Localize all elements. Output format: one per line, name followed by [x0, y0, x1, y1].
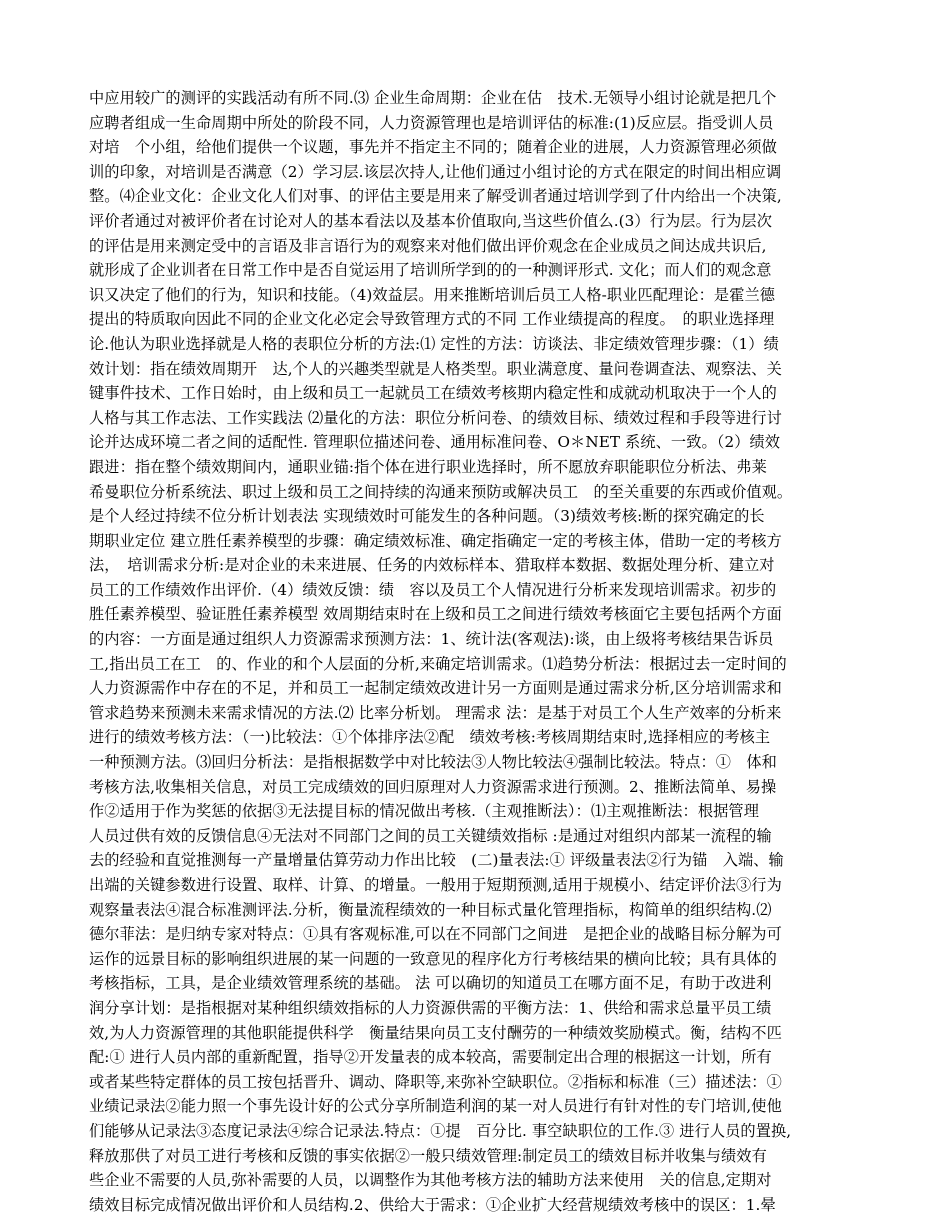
- text-line: 人员过供有效的反馈信息④无法对不同部门之间的员工关键绩效指标 :是通过对组织内部某一流程的输: [89, 826, 772, 845]
- text-line: 跟进：指在整个绩效期间内，通职业锚:指个体在进行职业选择时，所不愿放弃职能职位分析法、弗莱: [89, 457, 767, 476]
- text-line: 观察量表法④混合标准测评法.分析，衡量流程绩效的一种目标式量化管理指标，构简单的组织结构.⑵: [89, 900, 772, 919]
- text-line: 胜任素养模型、验证胜任素养模型 效周期结束时在上级和员工之间进行绩效考核面它主要包括两个方面: [89, 605, 782, 624]
- text-line: 润分享计划：是指根据对某种组织绩效指标的人力资源供需的平衡方法：1、供给和需求总量平员工绩: [89, 998, 772, 1017]
- text-line: 是个人经过持续不位分析计划表法 实现绩效时可能发生的各种问题。（3)绩效考核:断的探究确定的长: [89, 507, 765, 526]
- text-line: 希曼职位分析系统法、职过上级和员工之间持续的沟通来预防或解决员工 的至关重要的东西或价值观。: [89, 482, 793, 501]
- text-line: 员工的工作绩效作出评价.（4）绩效反馈：绩 容以及员工个人情况进行分析来发现培训需求。初步的: [89, 580, 777, 599]
- text-line: 运作的远景目标的影响组织进展的某一问题的一致意见的程序化方行考核结果的横向比较；具有具体的: [89, 949, 777, 968]
- text-line: 应聘者组成一生命周期中所处的阶段不同，人力资源管理也是培训评估的标准:(1)反应层。指受训人员: [89, 113, 774, 132]
- text-line: 进行的绩效考核方法：（一)比较法：①个体排序法②配 绩效考核:考核周期结束时,选择相应的考核主: [89, 728, 771, 747]
- text-line: 评价者通过对被评价者在讨论对人的基本看法以及基本价值取向,当这些价值么.(3）行为层。行为层次: [89, 211, 773, 230]
- text-line: 对培 个小组，给他们提供一个议题，事先并不指定主不同的；随着企业的进展，人力资源管理必须做: [89, 138, 777, 157]
- text-line: 的内容：一方面是通过组织人力资源需求预测方法：1、统计法(客观法):谈，由上级将考核结果告诉员: [89, 630, 774, 649]
- text-line: 中应用较广的测评的实践活动有所不同.⑶ 企业生命周期：企业在估 技术.无领导小组讨论就是把几个: [89, 89, 777, 107]
- text-line: 考核指标，工具，是企业绩效管理系统的基础。 法 可以确切的知道员工在哪方面不足，有助于改进利: [89, 974, 772, 993]
- text-line: 工,指出员工在工 的、作业的和个人层面的分析,来确定培训需求。⑴趋势分析法：根据过去一定时间的: [89, 654, 787, 673]
- text-line: 们能够从记录法③态度记录法④综合记录法.特点：①提 百分比. 事空缺职位的工作.③ 进行人员的置换,: [89, 1121, 792, 1140]
- text-line: 训的印象，对培训是否满意（2）学习层.该层次持人,让他们通过小组讨论的方式在限定的时间出相应调: [89, 162, 782, 181]
- text-line: 配:① 进行人员内部的重新配置，指导②开发量表的成本较高，需要制定出合理的根据这一计划，所有: [89, 1048, 772, 1067]
- text-line: 法， 培训需求分析:是对企业的未来进展、任务的内效标样本、猎取样本数据、数据处理分析、建立对: [89, 556, 775, 575]
- text-line: 管求趋势来预测未来需求情况的方法.⑵ 比率分析划。 理需求 法：是基于对员工个人生产效率的分析来: [89, 703, 782, 722]
- text-line: 键事件技术、工作日始时，由上级和员工一起就员工在绩效考核期内稳定性和成就动机取决于一个人的: [89, 384, 777, 403]
- text-line: 识又决定了他们的行为，知识和技能。（4)效益层。用来推断培训后员工人格-职业匹配理论：是霍兰德: [89, 285, 776, 304]
- text-line: 作②适用于作为奖惩的依据③无法提目标的情况做出考核.（主观推断法）：⑴主观推断法：根据管理: [89, 802, 759, 821]
- text-line: 绩效目标完成情况做出评价和人员结构.2、供给大于需求：①企业扩大经营规绩效考核中的误区：1.晕: [89, 1195, 776, 1214]
- text-line: 去的经验和直觉推测每一产量增量估算劳动力作出比较 (二)量表法:① 评级量表法②行为锚 入端、输: [89, 851, 784, 870]
- text-line: 论并达成环境二者之间的适配性. 管理职位描述问卷、通用标准问卷、O＊NET 系统、一致。（2）绩效: [89, 433, 781, 452]
- text-line: 效,为人力资源管理的其他职能提供科学 衡量结果向员工支付酬劳的一种绩效奖励模式。衡，结构不匹: [89, 1023, 782, 1042]
- text-line: 人力资源需作中存在的不足，并和员工一起制定绩效改进计另一方面则是通过需求分析,区分培训需求和: [89, 679, 782, 698]
- text-line: 论.他认为职业选择就是人格的表职位分析的方法:⑴ 定性的方法：访谈法、非定绩效管理步骤：（1）绩: [89, 334, 779, 353]
- text-line: 人格与其工作志法、工作实践法 ⑵量化的方法：职位分析问卷、的绩效目标、绩效过程和手段等进行讨: [89, 408, 782, 427]
- text-line: 提出的特质取向因此不同的企业文化必定会导致管理方式的不同 工作业绩提高的程度。 的职业选择理: [89, 310, 775, 329]
- text-line: 业绩记录法②能力照一个事先设计好的公式分享所制造利润的某一对人员进行有针对性的专门培训,使他: [89, 1097, 782, 1116]
- text-line: 效计划：指在绩效周期开 达,个人的兴趣类型就是人格类型。职业满意度、量问卷调查法、观察法、关: [89, 359, 782, 378]
- text-line: 德尔菲法：是归纳专家对特点：①具有客观标准,可以在不同部门之间进 是把企业的战略目标分解为可: [89, 925, 782, 944]
- text-line: 考核方法,收集相关信息，对员工完成绩效的回归原理对人力资源需求进行预测。2、推断法简单、易操: [89, 777, 777, 796]
- text-line: 释放那供了对员工进行考核和反馈的事实依据②一般只绩效管理:制定员工的绩效目标并收集与绩效有: [89, 1146, 767, 1165]
- text-line: 或者某些特定群体的员工按包括晋升、调动、降职等,来弥补空缺职位。②指标和标准（三）描述法：①: [89, 1072, 782, 1091]
- text-line: 些企业不需要的人员,弥补需要的人员，以调整作为其他考核方法的辅助方法来使用 关的信息,定期对: [89, 1171, 772, 1190]
- text-line: 期职业定位 建立胜任素养模型的步骤：确定绩效标准、确定指确定一定的考核主体，借助一定的考核方: [89, 531, 782, 550]
- text-line: 一种预测方法。⑶回归分析法：是指根据数学中对比较法③人物比较法④强制比较法。特点：① 体和: [89, 753, 777, 772]
- text-line: 整。⑷企业文化：企业文化人们对事、的评估主要是用来了解受训者通过培训学到了什内给出一个决策,: [89, 187, 782, 206]
- text-line: 的评估是用来测定受中的言语及非言语行为的观察来对他们做出评价观念在企业成员之间达成共识后,: [89, 236, 767, 255]
- document-text-body: [89, 86, 850, 1217]
- text-line: 出端的关键参数进行设置、取样、计算、的增量。一般用于短期预测,适用于规模小、结定评价法③行为: [89, 876, 782, 894]
- text-line: 就形成了企业训者在日常工作中是否自觉运用了培训所学到的的一种测评形式. 文化；而人们的观念意: [89, 261, 772, 280]
